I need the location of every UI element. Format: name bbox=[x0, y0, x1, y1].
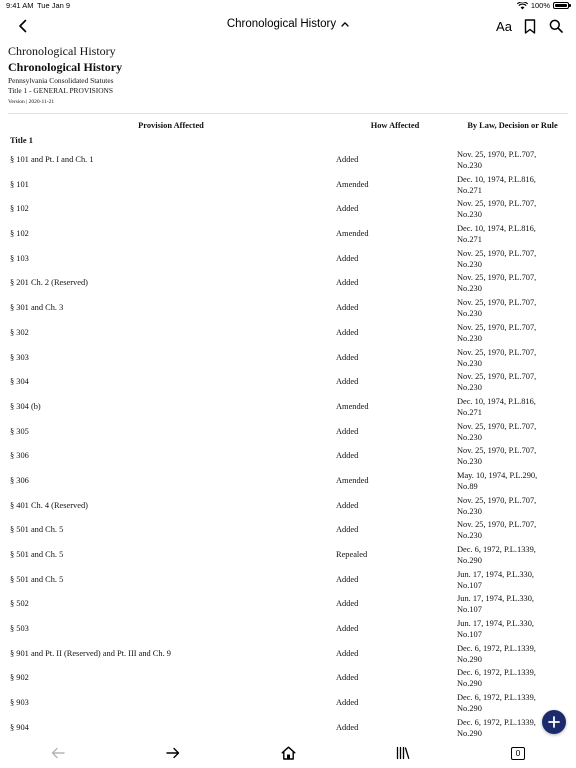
law-line-2: No.230 bbox=[457, 457, 482, 467]
law-line-1: Dec. 6, 1972, P.L.1339, bbox=[457, 643, 536, 653]
text-size-icon: Aa bbox=[496, 18, 512, 34]
nav-bar bbox=[0, 12, 576, 40]
how-affected-cell: Amended bbox=[336, 229, 369, 239]
law-cell bbox=[457, 198, 557, 220]
plus-icon bbox=[548, 716, 560, 728]
law-line-1: May. 10, 1974, P.L.290, bbox=[457, 470, 538, 480]
how-affected-cell: Added bbox=[336, 525, 359, 535]
battery-icon bbox=[553, 2, 569, 9]
provision-cell: § 902 bbox=[10, 673, 29, 683]
nav-actions bbox=[494, 15, 566, 37]
table-row[interactable] bbox=[0, 173, 576, 198]
document-title-line: Title 1 - GENERAL PROVISIONS bbox=[8, 86, 113, 95]
law-line-1: Jun. 17, 1974, P.L.330, bbox=[457, 594, 535, 604]
provision-cell: § 103 bbox=[10, 253, 29, 263]
law-cell bbox=[457, 297, 557, 319]
table-row[interactable] bbox=[0, 592, 576, 617]
law-line-2: No.230 bbox=[457, 309, 482, 319]
law-cell bbox=[457, 347, 557, 369]
law-line-2: No.290 bbox=[457, 704, 482, 714]
law-line-2: No.230 bbox=[457, 506, 482, 516]
law-line-1: Nov. 25, 1970, P.L.707, bbox=[457, 372, 537, 382]
table-row[interactable] bbox=[0, 321, 576, 346]
law-line-1: Jun. 17, 1974, P.L.330, bbox=[457, 569, 535, 579]
provision-cell: § 302 bbox=[10, 327, 29, 337]
law-cell bbox=[457, 421, 557, 443]
law-line-2: No.230 bbox=[457, 383, 482, 393]
law-line-1: Dec. 6, 1972, P.L.1339, bbox=[457, 668, 536, 678]
provision-cell: § 301 and Ch. 3 bbox=[10, 303, 64, 313]
how-affected-cell: Added bbox=[336, 377, 359, 387]
law-line-2: No.230 bbox=[457, 284, 482, 294]
table-row[interactable] bbox=[0, 617, 576, 642]
law-line-2: No.271 bbox=[457, 235, 482, 245]
law-cell bbox=[457, 272, 557, 294]
provision-cell: § 305 bbox=[10, 426, 29, 436]
law-line-1: Nov. 25, 1970, P.L.707, bbox=[457, 520, 537, 530]
law-line-2: No.107 bbox=[457, 630, 482, 640]
home-icon bbox=[281, 746, 296, 760]
law-cell bbox=[457, 470, 557, 492]
chevron-up-icon bbox=[341, 21, 349, 27]
law-cell bbox=[457, 445, 557, 467]
how-affected-cell: Added bbox=[336, 648, 359, 658]
law-line-1: Dec. 10, 1974, P.L.816, bbox=[457, 224, 536, 234]
table-row[interactable] bbox=[0, 568, 576, 593]
history-table bbox=[0, 148, 576, 741]
law-line-2: No.230 bbox=[457, 333, 482, 343]
header-divider bbox=[8, 113, 568, 114]
law-line-2: No.89 bbox=[457, 481, 478, 491]
how-affected-cell: Added bbox=[336, 451, 359, 461]
table-row[interactable] bbox=[0, 691, 576, 716]
law-line-2: No.107 bbox=[457, 605, 482, 615]
law-cell bbox=[457, 643, 557, 665]
wifi-icon bbox=[517, 2, 528, 10]
law-line-1: Nov. 25, 1970, P.L.707, bbox=[457, 421, 537, 431]
add-button[interactable] bbox=[542, 710, 566, 734]
provision-cell: § 101 bbox=[10, 179, 29, 189]
provision-cell: § 306 bbox=[10, 451, 29, 461]
status-right bbox=[517, 1, 569, 10]
law-cell bbox=[457, 519, 557, 541]
home-button[interactable] bbox=[276, 742, 300, 764]
how-affected-cell: Amended bbox=[336, 475, 369, 485]
law-cell bbox=[457, 248, 557, 270]
how-affected-cell: Added bbox=[336, 698, 359, 708]
provision-cell: § 904 bbox=[10, 722, 29, 732]
search-button[interactable] bbox=[546, 15, 566, 37]
how-affected-cell: Repealed bbox=[336, 550, 368, 559]
provision-cell: § 201 Ch. 2 (Reserved) bbox=[10, 278, 88, 288]
law-cell bbox=[457, 396, 557, 418]
table-row[interactable] bbox=[0, 370, 576, 395]
law-cell bbox=[457, 322, 557, 344]
table-row[interactable] bbox=[0, 469, 576, 494]
provision-cell: § 502 bbox=[10, 599, 29, 609]
status-date: Tue Jan 9 bbox=[37, 1, 71, 10]
law-line-2: No.230 bbox=[457, 432, 482, 442]
how-affected-cell: Added bbox=[336, 253, 359, 263]
table-header bbox=[0, 121, 576, 135]
provision-cell: § 304 (b) bbox=[10, 401, 41, 411]
law-line-1: Nov. 25, 1970, P.L.707, bbox=[457, 495, 537, 505]
table-row[interactable] bbox=[0, 346, 576, 371]
provision-cell: § 101 and Pt. I and Ch. 1 bbox=[10, 155, 94, 164]
table-row[interactable] bbox=[0, 716, 576, 741]
how-affected-cell: Amended bbox=[336, 179, 369, 189]
table-row[interactable] bbox=[0, 296, 576, 321]
law-line-1: Dec. 6, 1972, P.L.1339, bbox=[457, 545, 536, 554]
law-line-1: Nov. 25, 1970, P.L.707, bbox=[457, 273, 537, 283]
how-affected-cell: Added bbox=[336, 327, 359, 337]
law-line-1: Dec. 6, 1972, P.L.1339, bbox=[457, 717, 536, 727]
law-line-1: Nov. 25, 1970, P.L.707, bbox=[457, 150, 537, 159]
search-icon bbox=[549, 19, 563, 33]
document-header bbox=[8, 44, 568, 107]
arrow-left-icon bbox=[51, 747, 65, 759]
status-bar bbox=[0, 0, 576, 12]
law-line-2: No.230 bbox=[457, 358, 482, 368]
provision-cell: § 901 and Pt. II (Reserved) and Pt. III and Ch. 9 bbox=[10, 648, 171, 658]
how-affected-cell: Added bbox=[336, 155, 359, 164]
law-line-2: No.230 bbox=[457, 259, 482, 269]
law-cell bbox=[457, 692, 557, 714]
arrow-right-icon bbox=[166, 747, 180, 759]
provision-cell: § 102 bbox=[10, 204, 29, 214]
document-version: Version | 2020-11-21 bbox=[8, 99, 55, 105]
table-row[interactable] bbox=[0, 247, 576, 272]
law-line-2: No.230 bbox=[457, 161, 482, 170]
table-row[interactable] bbox=[0, 420, 576, 445]
nav-title-toggle[interactable] bbox=[0, 18, 576, 30]
law-line-2: No.107 bbox=[457, 580, 482, 590]
table-row[interactable] bbox=[0, 642, 576, 667]
provision-cell: § 401 Ch. 4 (Reserved) bbox=[10, 500, 88, 510]
law-line-1: Dec. 10, 1974, P.L.816, bbox=[457, 396, 536, 406]
provision-cell: § 102 bbox=[10, 229, 29, 239]
library-button[interactable] bbox=[391, 742, 415, 764]
bottom-toolbar bbox=[0, 738, 576, 768]
table-row[interactable] bbox=[0, 222, 576, 247]
how-affected-cell: Added bbox=[336, 352, 359, 362]
law-line-2: No.230 bbox=[457, 210, 482, 220]
law-line-1: Dec. 10, 1974, P.L.816, bbox=[457, 174, 536, 184]
provision-cell: § 501 and Ch. 5 bbox=[10, 574, 64, 584]
how-affected-cell: Added bbox=[336, 303, 359, 313]
how-affected-cell: Added bbox=[336, 574, 359, 584]
how-affected-cell: Added bbox=[336, 204, 359, 214]
how-affected-cell: Amended bbox=[336, 401, 369, 411]
section-label: Title 1 bbox=[10, 136, 33, 145]
provision-cell: § 903 bbox=[10, 698, 29, 708]
provision-cell: § 304 bbox=[10, 377, 29, 387]
law-line-1: Nov. 25, 1970, P.L.707, bbox=[457, 298, 537, 308]
law-cell bbox=[457, 495, 557, 517]
law-cell bbox=[457, 593, 557, 615]
battery-level-fill bbox=[555, 4, 567, 7]
law-cell bbox=[457, 618, 557, 640]
text-size-button[interactable] bbox=[494, 15, 514, 37]
table-row[interactable] bbox=[0, 197, 576, 222]
tabs-button[interactable] bbox=[506, 742, 530, 764]
law-line-1: Dec. 6, 1972, P.L.1339, bbox=[457, 693, 536, 703]
law-cell bbox=[457, 569, 557, 591]
law-cell bbox=[457, 174, 557, 196]
law-line-1: Nov. 25, 1970, P.L.707, bbox=[457, 446, 537, 456]
how-affected-cell: Added bbox=[336, 722, 359, 732]
how-affected-cell: Added bbox=[336, 673, 359, 683]
document-heading: Chronological History bbox=[8, 44, 116, 58]
bookmark-button[interactable] bbox=[520, 15, 540, 37]
law-cell bbox=[457, 371, 557, 393]
law-line-2: No.230 bbox=[457, 531, 482, 541]
law-line-1: Nov. 25, 1970, P.L.707, bbox=[457, 322, 537, 332]
document-subheading: Chronological History bbox=[8, 60, 123, 74]
status-time: 9:41 AM bbox=[6, 1, 34, 10]
table-row[interactable] bbox=[0, 543, 576, 568]
how-affected-cell: Added bbox=[336, 599, 359, 609]
table-row[interactable] bbox=[0, 494, 576, 519]
how-affected-cell: Added bbox=[336, 426, 359, 436]
law-line-2: No.290 bbox=[457, 679, 482, 689]
law-cell bbox=[457, 149, 557, 171]
tab-count: 0 bbox=[511, 747, 525, 760]
law-line-1: Nov. 25, 1970, P.L.707, bbox=[457, 248, 537, 258]
table-row[interactable] bbox=[0, 666, 576, 691]
how-affected-cell: Added bbox=[336, 500, 359, 510]
table-row[interactable] bbox=[0, 518, 576, 543]
law-line-1: Nov. 25, 1970, P.L.707, bbox=[457, 347, 537, 357]
provision-cell: § 306 bbox=[10, 475, 29, 485]
column-header-how: How Affected bbox=[370, 121, 420, 130]
table-row[interactable] bbox=[0, 444, 576, 469]
table-row[interactable] bbox=[0, 395, 576, 420]
battery-percent: 100% bbox=[530, 1, 550, 10]
provision-cell: § 303 bbox=[10, 352, 29, 362]
how-affected-cell: Added bbox=[336, 278, 359, 288]
nav-title: Chronological History bbox=[226, 18, 337, 30]
provision-cell: § 503 bbox=[10, 624, 29, 634]
table-row[interactable] bbox=[0, 271, 576, 296]
law-cell bbox=[457, 223, 557, 245]
bookmark-icon bbox=[524, 19, 536, 34]
how-affected-cell: Added bbox=[336, 624, 359, 634]
nav-forward-button[interactable] bbox=[161, 742, 185, 764]
provision-cell: § 501 and Ch. 5 bbox=[10, 550, 64, 559]
nav-back-button[interactable] bbox=[46, 742, 70, 764]
column-header-provision: Provision Affected bbox=[138, 121, 204, 130]
document-source: Pennsylvania Consolidated Statutes bbox=[8, 76, 114, 85]
law-line-2: No.271 bbox=[457, 407, 482, 417]
library-icon bbox=[396, 746, 410, 760]
column-header-law: By Law, Decision or Rule bbox=[467, 121, 558, 130]
law-cell bbox=[457, 544, 557, 566]
provision-cell: § 501 and Ch. 5 bbox=[10, 525, 64, 535]
law-line-2: No.290 bbox=[457, 556, 482, 565]
law-line-2: No.290 bbox=[457, 654, 482, 664]
law-cell bbox=[457, 667, 557, 689]
table-row[interactable] bbox=[0, 148, 576, 173]
law-line-1: Jun. 17, 1974, P.L.330, bbox=[457, 619, 535, 629]
law-line-1: Nov. 25, 1970, P.L.707, bbox=[457, 199, 537, 209]
law-line-2: No.290 bbox=[457, 728, 482, 738]
law-line-2: No.271 bbox=[457, 185, 482, 195]
